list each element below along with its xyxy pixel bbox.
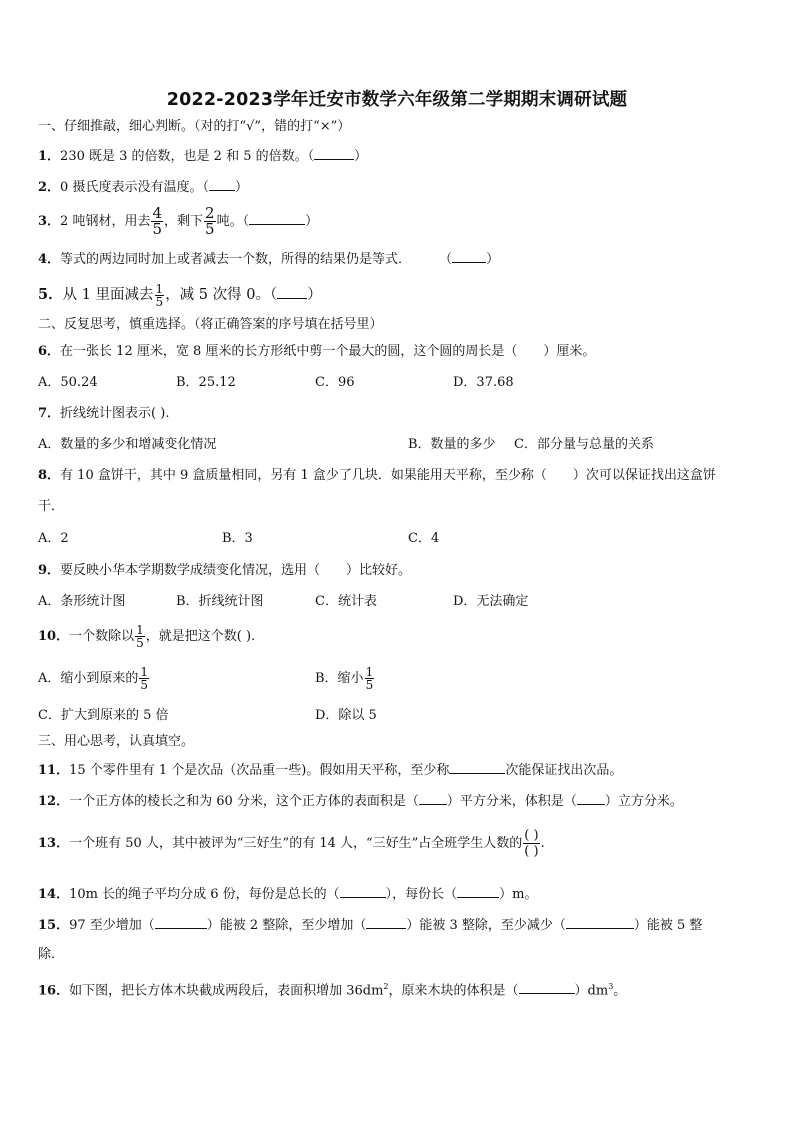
q10-option-a[interactable]: A．缩小到原来的 $\frac{1}{5}$ <box>38 665 149 692</box>
q10-option-b[interactable]: B．缩小 $\frac{1}{5}$ <box>315 665 374 692</box>
question-6: 6．在一张长 12 厘米，宽 8 厘米的长方形纸中剪一个最大的圆，这个圆的周长是（ ）厘米。 <box>38 344 596 359</box>
question-16: 16．如下图，把长方体木块截成两段后，表面积增加 $36dm^2$，原来木块的体积是（ ）$dm^3$。 <box>38 982 627 999</box>
answer-blank[interactable] <box>577 791 605 805</box>
q6-option-b[interactable]: B．25.12 <box>176 375 236 390</box>
q10-option-d[interactable]: D．除以 5 <box>315 708 377 723</box>
question-7: 7．折线统计图表示( ). <box>38 406 170 421</box>
q8-option-a[interactable]: A．2 <box>38 531 69 546</box>
answer-blank[interactable] <box>449 760 505 774</box>
answer-blank[interactable] <box>277 285 307 299</box>
fraction: $\frac{( )}{( )}$ <box>524 828 539 859</box>
page-title: 2022-2023学年迁安市数学六年级第二学期期末调研试题 <box>166 90 628 110</box>
q8-option-c[interactable]: C．4 <box>408 531 440 546</box>
q6-option-c[interactable]: C．96 <box>315 375 355 390</box>
answer-blank[interactable] <box>457 884 499 898</box>
question-8-continued: 干． <box>38 499 65 514</box>
section-2-heading: 二、反复思考，慎重选择。（将正确答案的序号填在括号里） <box>38 317 383 332</box>
q9-option-d[interactable]: D．无法确定 <box>453 594 529 609</box>
question-3: 3．2 吨钢材，用去 $\frac{4}{5}$ ，剩下 $\frac{2}{5}$ 吨。（ ） <box>38 204 319 238</box>
question-2: 2．0 摄氏度表示没有温度。（ ） <box>38 177 248 197</box>
q9-option-b[interactable]: B．折线统计图 <box>176 594 264 609</box>
fraction: $\frac{1}{5}$ <box>365 665 374 692</box>
q7-option-c[interactable]: C．部分量与总量的关系 <box>514 437 654 452</box>
q8-option-b[interactable]: B．3 <box>222 531 253 546</box>
question-11: 11．15 个零件里有 1 个是次品（次品重一些)。假如用天平称，至少称 次能保证找出次品。 <box>38 760 622 780</box>
question-8: 8．有 10 盒饼干，其中 9 盒质量相同，另有 1 盒少了几块．如果能用天平称，至少称（ ）次可以保证找出这盒饼 <box>38 468 716 483</box>
q6-option-a[interactable]: A．50.24 <box>38 375 98 390</box>
question-15-continued: 除． <box>38 947 65 962</box>
question-4: 4．等式的两边同时加上或者减去一个数，所得的结果仍是等式． （ ） <box>38 249 499 269</box>
fraction: $\frac{4}{5}$ <box>152 204 162 238</box>
fraction: $\frac{1}{5}$ <box>136 623 144 650</box>
q6-option-d[interactable]: D．37.68 <box>453 375 514 390</box>
q9-option-c[interactable]: C．统计表 <box>315 594 377 609</box>
question-1: 1．230 既是 3 的倍数，也是 2 和 5 的倍数。（ ） <box>38 146 367 166</box>
answer-blank[interactable] <box>519 980 575 994</box>
question-9: 9．要反映小华本学期数学成绩变化情况，选用（ ）比较好。 <box>38 563 412 578</box>
q9-option-a[interactable]: A．条形统计图 <box>38 594 126 609</box>
q10-option-c[interactable]: C．扩大到原来的 5 倍 <box>38 708 169 723</box>
answer-blank[interactable] <box>419 791 447 805</box>
answer-blank[interactable] <box>340 884 386 898</box>
answer-blank[interactable] <box>452 249 486 263</box>
question-5: 5．从 1 里面减去 $\frac{1}{5}$ ，减 5 次得 0。（ ） <box>38 281 322 309</box>
question-12: 12．一个正方体的棱长之和为 60 分米，这个正方体的表面积是（ ）平方分米，体积是（ ）立方分米。 <box>38 791 683 811</box>
q7-option-a[interactable]: A．数量的多少和增减变化情况 <box>38 437 217 452</box>
question-13: 13．一个班有 50 人，其中被评为“三好生”的有 14 人，“三好生”占全班学生人数的 $\frac{( )}{( )}$ . <box>38 828 545 859</box>
answer-blank[interactable] <box>209 177 235 191</box>
fraction: $\frac{1}{5}$ <box>155 281 164 309</box>
fraction: $\frac{1}{5}$ <box>140 665 149 692</box>
question-14: 14．10m 长的绳子平均分成 6 份，每份是总长的（ ），每份长（ ）m。 <box>38 884 537 904</box>
answer-blank[interactable] <box>249 211 305 225</box>
fraction: $\frac{2}{5}$ <box>205 204 215 238</box>
answer-blank[interactable] <box>155 915 207 929</box>
question-10: 10．一个数除以 $\frac{1}{5}$ ，就是把这个数( ). <box>38 623 256 650</box>
section-1-heading: 一、仔细推敲，细心判断。（对的打“√”，错的打“×”） <box>38 119 351 134</box>
answer-blank[interactable] <box>366 915 406 929</box>
answer-blank[interactable] <box>566 915 634 929</box>
question-15: 15．97 至少增加（ ）能被 2 整除，至少增加（ ）能被 3 整除，至少减少（ ）能被 5 整 <box>38 915 702 935</box>
section-3-heading: 三、用心思考，认真填空。 <box>38 734 195 749</box>
answer-blank[interactable] <box>314 146 354 160</box>
q7-option-b[interactable]: B．数量的多少 <box>408 437 496 452</box>
